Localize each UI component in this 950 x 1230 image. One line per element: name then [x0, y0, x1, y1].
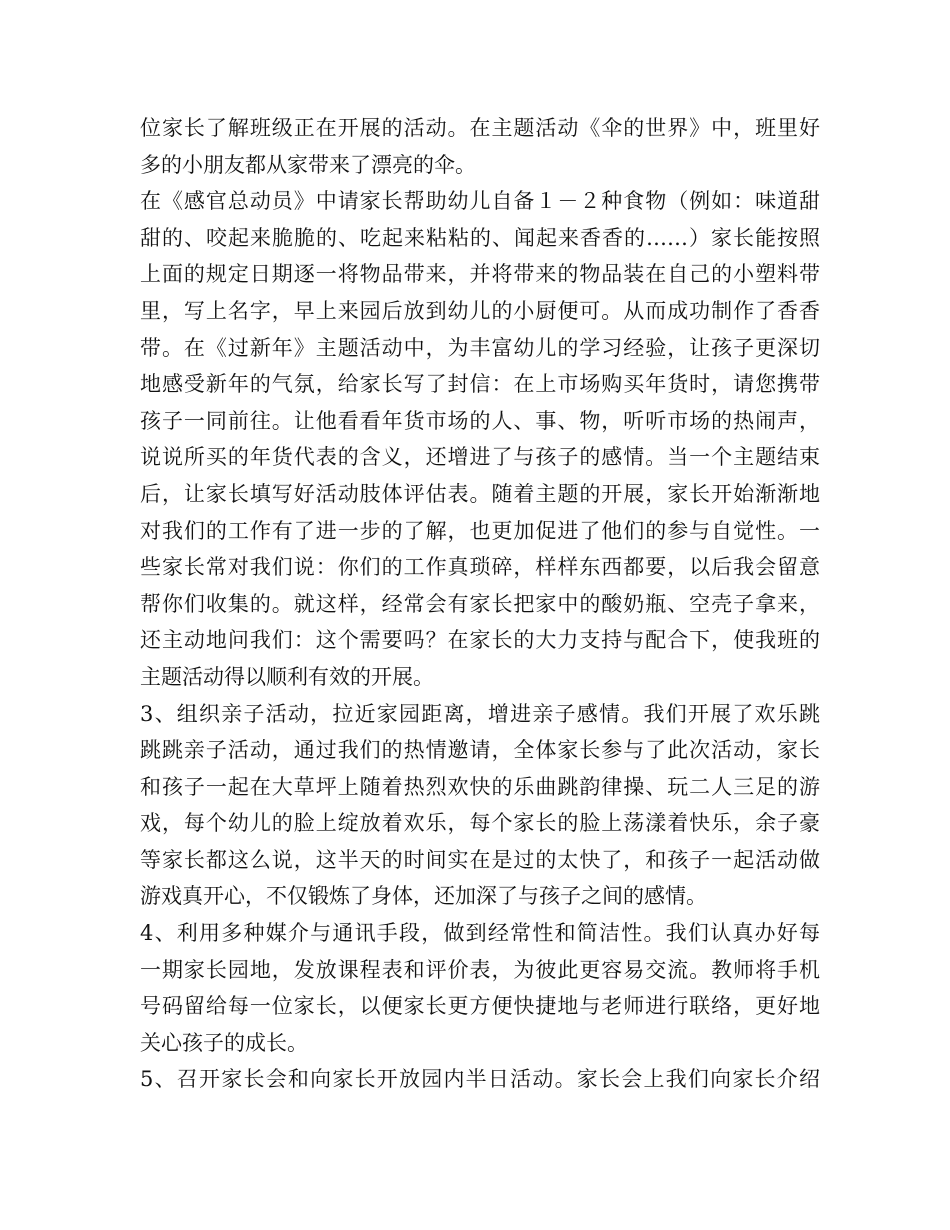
text-line: 甜的、咬起来脆脆的、吃起来粘粘的、闻起来香香的……）家长能按照	[140, 225, 820, 250]
text-line: 后，让家长填写好活动肢体评估表。随着主题的开展，家长开始渐渐地	[140, 481, 820, 506]
text-line: 孩子一同前往。让他看看年货市场的人、事、物，听听市场的热闹声，	[140, 408, 820, 433]
text-line: 说说所买的年货代表的含义，还增进了与孩子的感情。当一个主题结束	[140, 445, 820, 470]
text-line: 带。在《过新年》主题活动中，为丰富幼儿的学习经验，让孩子更深切	[140, 335, 820, 360]
text-line: 和孩子一起在大草坪上随着热烈欢快的乐曲跳韵律操、玩二人三足的游	[140, 774, 820, 799]
text-line: 主题活动得以顺利有效的开展。	[140, 664, 434, 689]
text-line: 3、组织亲子活动，拉近家园距离，增进亲子感情。我们开展了欢乐跳	[140, 701, 820, 726]
document-body	[140, 110, 820, 1098]
text-line: 4、利用多种媒介与通讯手段，做到经常性和简洁性。我们认真办好每	[140, 921, 820, 946]
text-line: 还主动地问我们：这个需要吗？在家长的大力支持与配合下，使我班的	[140, 628, 820, 653]
text-line: 上面的规定日期逐一将物品带来，并将带来的物品装在自己的小塑料带	[140, 262, 820, 287]
text-line: 位家长了解班级正在开展的活动。在主题活动《伞的世界》中，班里好	[140, 116, 820, 140]
text-line: 帮你们收集的。就这样，经常会有家长把家中的酸奶瓶、空壳子拿来，	[140, 591, 820, 616]
text-line: 些家长常对我们说：你们的工作真琐碎，样样东西都要，以后我会留意	[140, 555, 820, 580]
text-line: 地感受新年的气氛，给家长写了封信：在上市场购买年货时，请您携带	[140, 372, 820, 397]
text-line: 等家长都这么说，这半天的时间实在是过的太快了，和孩子一起活动做	[140, 847, 820, 872]
text-line: 5、召开家长会和向家长开放园内半日活动。家长会上我们向家长介绍	[140, 1067, 820, 1092]
text-line: 多的小朋友都从家带来了漂亮的伞。	[140, 152, 476, 177]
text-line: 关心孩子的成长。	[140, 1030, 308, 1055]
text-line: 戏，每个幼儿的脸上绽放着欢乐，每个家长的脸上荡漾着快乐，余子豪	[140, 811, 820, 836]
text-line: 一期家长园地，发放课程表和评价表，为彼此更容易交流。教师将手机	[140, 957, 820, 982]
text-line: 跳跳亲子活动，通过我们的热情邀请，全体家长参与了此次活动，家长	[140, 738, 820, 763]
text-line: 号码留给每一位家长，以便家长更方便快捷地与老师进行联络，更好地	[140, 994, 820, 1019]
text-line: 里，写上名字，早上来园后放到幼儿的小厨便可。从而成功制作了香香	[140, 298, 820, 323]
text-line: 在《感官总动员》中请家长帮助幼儿自备１－２种食物（例如：味道甜	[140, 189, 820, 214]
text-line: 对我们的工作有了进一步的了解，也更加促进了他们的参与自觉性。一	[140, 518, 820, 543]
text-line: 游戏真开心，不仅锻炼了身体，还加深了与孩子之间的感情。	[140, 884, 707, 909]
